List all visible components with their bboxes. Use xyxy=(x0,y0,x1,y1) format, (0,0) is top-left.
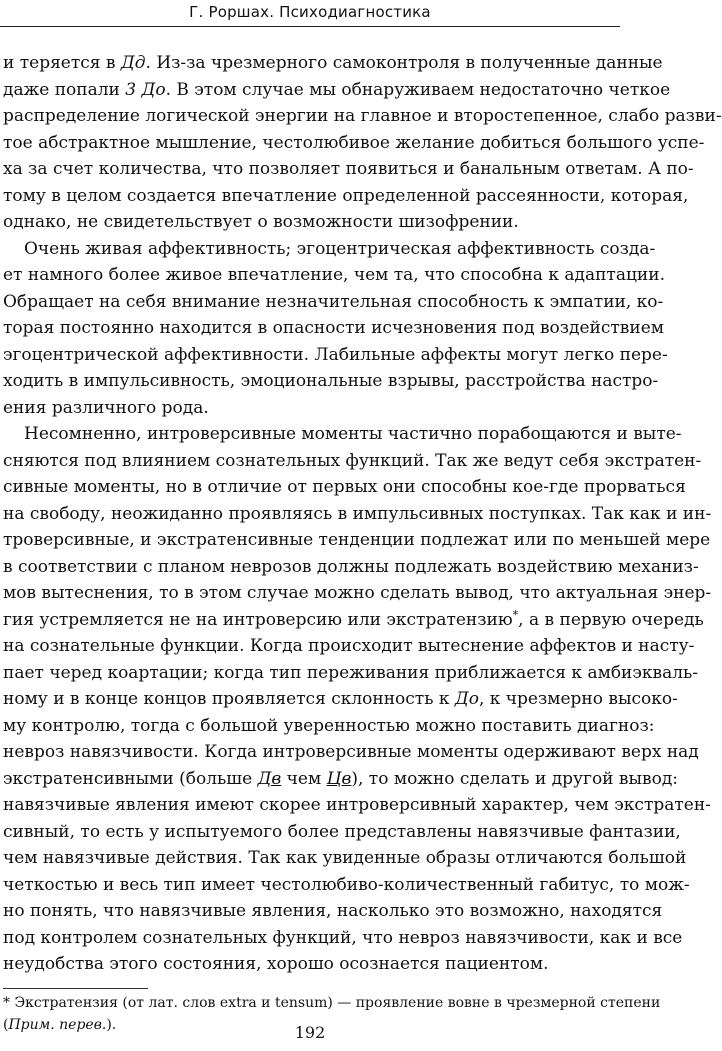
text-line: на сознательные функции. Когда происходит вытеснение аффектов и насту- xyxy=(3,636,695,656)
text-line: мов вытеснения, то в этом случае можно сделать вывод, что актуальная энер- xyxy=(3,583,712,603)
text-line: четкостью и весь тип имеет честолюбиво-количественный габитус, то мож- xyxy=(3,874,690,895)
footnote-divider xyxy=(3,988,148,989)
text-line: неудобства этого состояния, хорошо осознается пациентом. xyxy=(3,954,549,974)
italic-term: До xyxy=(454,689,479,709)
underlined-term: Дв xyxy=(257,768,282,789)
text-line: Обращает на себя внимание незначительная способность к эмпатии, ко- xyxy=(3,291,664,312)
text-line: но понять, что навязчивые явления, насколько это возможно, находятся xyxy=(3,901,663,921)
running-header: Г. Роршах. Психодиагностика xyxy=(189,3,431,21)
header-divider xyxy=(0,26,620,27)
text-line: ходить в импульсивность, эмоциональные взрывы, расстройства настро- xyxy=(3,371,659,391)
text-line: распределение логической энергии на главное и второстепенное, слабо разви- xyxy=(3,106,722,126)
text-line: экстратенсивными (больше Дв чем Цв), то можно сделать и другой вывод: xyxy=(3,768,679,789)
paragraph xyxy=(0,421,712,978)
paragraph xyxy=(0,50,722,236)
italic-term: Дд xyxy=(120,53,146,73)
text-line: гия устремляется не на интроверсию или экстратензию*, а в первую очередь xyxy=(3,607,704,630)
paragraph xyxy=(0,236,668,422)
text-line: даже попали 3 До. В этом случае мы обнаруживаем недостаточно четкое xyxy=(3,79,671,100)
text-line: ет намного более живое впечатление, чем та, что способна к адаптации. xyxy=(3,265,665,285)
text-line: чем навязчивые действия. Так как увиденные образы отличаются большой xyxy=(3,848,687,868)
text-line: навязчивые явления имеют скорее интроверсивный характер, чем экстратен- xyxy=(3,795,711,815)
text-line: невроз навязчивости. Когда интроверсивные моменты одерживают верх над xyxy=(3,742,699,762)
footnote-line: * Экстратензия (от лат. слов extra и tensum) — проявление вовне в чрезмерной степени xyxy=(3,995,661,1011)
text-line: троверсивные, и экстратенсивные тенденции подлежат или по меньшей мере xyxy=(3,530,711,550)
text-line: и теряется в Дд. Из-за чрезмерного самоконтроля в полученные данные xyxy=(3,53,663,73)
text-line: Очень живая аффективность; эгоцентрическая аффективность созда- xyxy=(24,238,656,259)
text-line: однако, не свидетельствует о возможности шизофрении. xyxy=(3,212,519,232)
text-line: тое абстрактное мышление, честолюбивое желание добиться большого успе- xyxy=(3,132,705,153)
italic-term: Прим. перев. xyxy=(8,1017,107,1033)
text-line: сивный, то есть у испытуемого более представлены навязчивые фантазии, xyxy=(3,821,681,842)
footnote-line: (Прим. перев.). xyxy=(3,1017,117,1033)
text-line: пает черед коартации; когда тип переживания приближается к амбиэкваль- xyxy=(3,662,699,683)
text-line: сивные моменты, но в отличие от первых они способны кое-где прорваться xyxy=(3,477,686,497)
text-line: эгоцентрической аффективности. Лабильные аффекты могут легко пере- xyxy=(3,344,668,365)
italic-term: 3 До xyxy=(125,79,166,100)
text-line: ному и в конце концов проявляется склонность к До, к чрезмерно высоко- xyxy=(3,689,678,709)
text-line: под контролем сознательных функций, что невроз навязчивости, как и все xyxy=(3,927,683,948)
text-line: тому в целом создается впечатление определенной рассеянности, которая, xyxy=(3,185,689,206)
text-line: Несомненно, интроверсивные моменты частично порабощаются и выте- xyxy=(24,424,682,444)
text-line: в соответствии с планом неврозов должны подлежать воздействию механиз- xyxy=(3,556,699,577)
text-line: торая постоянно находится в опасности исчезновения под воздействием xyxy=(3,318,664,338)
underlined-term: Цв xyxy=(326,768,352,789)
text-line: на свободу, неожиданно проявляясь в импульсивных поступках. Так как и ин- xyxy=(3,503,712,524)
text-line: му контролю, тогда с большой уверенностью можно поставить диагноз: xyxy=(3,715,655,736)
footnote-marker: * xyxy=(512,607,519,621)
text-line: ха за счет количества, что позволяет появиться и банальным ответам. А по- xyxy=(3,159,694,179)
text-line: сняются под влиянием сознательных функций. Так же ведут себя экстратен- xyxy=(3,450,702,471)
main-text xyxy=(0,50,722,978)
text-line: ения различного рода. xyxy=(3,397,209,418)
page-number: 192 xyxy=(294,1023,326,1042)
